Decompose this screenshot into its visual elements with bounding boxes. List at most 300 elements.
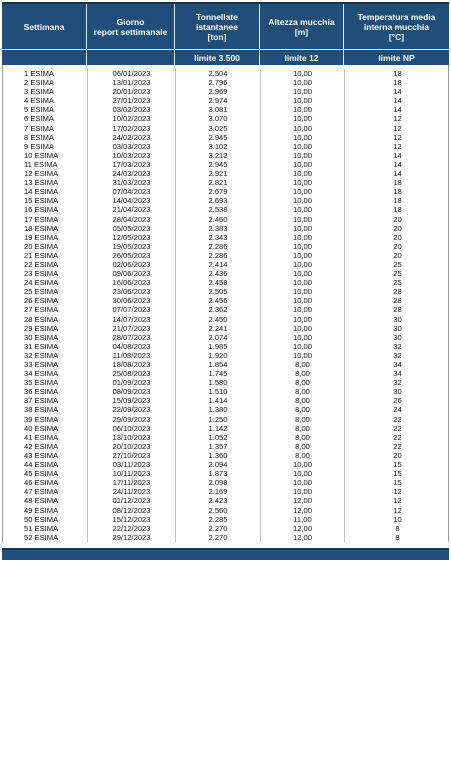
cell-temperature: 18 xyxy=(393,178,402,188)
cell-week: 37 ESIMA xyxy=(3,396,88,405)
cell-week: 18 ESIMA xyxy=(3,224,88,233)
cell-temperature: 20 xyxy=(393,214,402,224)
cell-height: 10,00 xyxy=(261,315,345,324)
cell-tons: 3.070 xyxy=(176,114,261,123)
cell-height: 8,00 xyxy=(261,396,345,405)
cell-week: 47 ESIMA xyxy=(3,487,88,496)
cell-day: 08/12/2023 xyxy=(88,506,176,515)
cell-week: 32 ESIMA xyxy=(3,351,88,360)
cell-temperature: 12 xyxy=(393,132,402,142)
cell-height: 10,00 xyxy=(261,333,345,342)
cell-week: 5 ESIMA xyxy=(3,105,88,114)
cell-day: 08/09/2023 xyxy=(88,387,176,396)
cell-tons: 1.250 xyxy=(176,415,261,424)
table-row xyxy=(3,506,448,515)
cell-height: 10,00 xyxy=(261,142,345,151)
cell-week: 2 ESIMA xyxy=(3,78,88,87)
cell-week: 14 ESIMA xyxy=(3,187,88,196)
cell-tons: 2.343 xyxy=(176,233,261,242)
cell-day: 01/12/2023 xyxy=(88,496,176,505)
cell-height: 10,00 xyxy=(261,478,345,487)
limit-height: limite 12 xyxy=(260,50,344,65)
cell-tons: 2.945 xyxy=(176,160,261,169)
cell-temperature: 26 xyxy=(393,396,402,406)
cell-height: 10,00 xyxy=(261,269,345,278)
cell-temperature: 34 xyxy=(393,360,402,369)
cell-height: 10,00 xyxy=(261,215,345,224)
table-body xyxy=(2,69,449,542)
cell-day: 12/05/2023 xyxy=(88,233,176,242)
cell-day: 24/11/2023 xyxy=(88,487,176,496)
cell-height: 10,00 xyxy=(261,287,345,296)
cell-tons: 2.450 xyxy=(176,315,261,324)
cell-day: 14/07/2023 xyxy=(88,315,176,324)
cell-height: 8,00 xyxy=(261,442,345,451)
cell-tons: 1.414 xyxy=(176,396,261,405)
cell-week: 28 ESIMA xyxy=(3,315,88,324)
cell-temperature: 32 xyxy=(393,350,402,360)
cell-day: 03/03/2023 xyxy=(88,142,176,151)
cell-week: 7 ESIMA xyxy=(3,124,88,133)
cell-week: 1 ESIMA xyxy=(3,69,88,78)
cell-week: 49 ESIMA xyxy=(3,506,88,515)
cell-day: 07/04/2023 xyxy=(88,187,176,196)
cell-day: 29/12/2023 xyxy=(88,533,176,542)
cell-day: 30/06/2023 xyxy=(88,296,176,305)
table-row xyxy=(3,124,448,133)
table-footer-bar xyxy=(2,548,449,560)
cell-day: 24/02/2023 xyxy=(88,133,176,142)
cell-week: 43 ESIMA xyxy=(3,451,88,460)
cell-tons: 1.142 xyxy=(176,424,261,433)
cell-height: 10,00 xyxy=(261,224,345,233)
cell-tons: 1.854 xyxy=(176,360,261,369)
limits-row xyxy=(2,49,449,65)
cell-week: 26 ESIMA xyxy=(3,296,88,305)
cell-temperature: 20 xyxy=(393,250,402,260)
cell-height: 10,00 xyxy=(261,151,345,160)
cell-temperature: 14 xyxy=(393,150,402,160)
cell-temperature: 14 xyxy=(393,87,402,97)
cell-day: 22/09/2023 xyxy=(88,405,176,414)
header-tons: Tonnellate istantanee [ton] xyxy=(175,4,260,49)
cell-day: 27/10/2023 xyxy=(88,451,176,460)
cell-height: 10,00 xyxy=(261,351,345,360)
cell-tons: 1.920 xyxy=(176,351,261,360)
cell-tons: 1.510 xyxy=(176,387,261,396)
cell-height: 10,00 xyxy=(261,469,345,478)
cell-height: 10,00 xyxy=(261,78,345,87)
cell-temperature: 25 xyxy=(393,278,402,288)
cell-tons: 2.945 xyxy=(176,133,261,142)
table-row xyxy=(3,342,448,351)
cell-week: 39 ESIMA xyxy=(3,415,88,424)
table-row xyxy=(3,324,448,333)
cell-day: 25/08/2023 xyxy=(88,369,176,378)
cell-height: 8,00 xyxy=(261,387,345,396)
cell-tons: 2.505 xyxy=(176,287,261,296)
cell-height: 10,00 xyxy=(261,278,345,287)
cell-tons: 2.098 xyxy=(176,478,261,487)
cell-temperature: 15 xyxy=(393,478,402,488)
cell-day: 22/12/2023 xyxy=(88,524,176,533)
table-row xyxy=(3,496,448,505)
table-row xyxy=(3,69,448,78)
cell-week: 30 ESIMA xyxy=(3,333,88,342)
cell-week: 34 ESIMA xyxy=(3,369,88,378)
cell-week: 44 ESIMA xyxy=(3,460,88,469)
cell-tons: 3.212 xyxy=(176,151,261,160)
cell-temperature: 12 xyxy=(393,487,402,497)
cell-temperature: 22 xyxy=(393,423,402,433)
cell-day: 07/07/2023 xyxy=(88,305,176,314)
cell-tons: 3.102 xyxy=(176,142,261,151)
table-row xyxy=(3,424,448,433)
cell-week: 19 ESIMA xyxy=(3,233,88,242)
cell-tons: 2.693 xyxy=(176,196,261,205)
cell-week: 41 ESIMA xyxy=(3,433,88,442)
cell-height: 10,00 xyxy=(261,124,345,133)
cell-temperature: 8 xyxy=(395,523,400,533)
cell-temperature: 28 xyxy=(393,287,402,297)
table-row xyxy=(3,169,448,178)
table-row xyxy=(3,196,448,205)
cell-week: 13 ESIMA xyxy=(3,178,88,187)
cell-tons: 2.286 xyxy=(176,242,261,251)
cell-height: 8,00 xyxy=(261,424,345,433)
cell-height: 10,00 xyxy=(261,487,345,496)
cell-week: 23 ESIMA xyxy=(3,269,88,278)
cell-tons: 3.025 xyxy=(176,124,261,133)
cell-day: 17/03/2023 xyxy=(88,160,176,169)
cell-tons: 2.969 xyxy=(176,87,261,96)
cell-week: 22 ESIMA xyxy=(3,260,88,269)
cell-height: 8,00 xyxy=(261,415,345,424)
cell-day: 06/01/2023 xyxy=(88,69,176,78)
cell-temperature: 18 xyxy=(393,78,402,88)
cell-temperature: 30 xyxy=(393,332,402,342)
cell-week: 10 ESIMA xyxy=(3,151,88,160)
cell-temperature: 25 xyxy=(393,259,402,269)
cell-tons: 2.423 xyxy=(176,496,261,505)
cell-week: 48 ESIMA xyxy=(3,496,88,505)
table-row xyxy=(3,296,448,305)
table-row xyxy=(3,114,448,123)
cell-tons: 1.985 xyxy=(176,342,261,351)
limit-tons: limite 3.500 xyxy=(175,50,260,65)
cell-day: 06/10/2023 xyxy=(88,424,176,433)
cell-height: 8,00 xyxy=(261,369,345,378)
cell-height: 8,00 xyxy=(261,433,345,442)
cell-tons: 2.094 xyxy=(176,460,261,469)
cell-day: 20/01/2023 xyxy=(88,87,176,96)
cell-tons: 2.456 xyxy=(176,296,261,305)
table-row xyxy=(3,351,448,360)
cell-day: 21/04/2023 xyxy=(88,205,176,214)
cell-tons: 2.538 xyxy=(176,205,261,214)
cell-week: 36 ESIMA xyxy=(3,387,88,396)
cell-temperature: 18 xyxy=(393,187,402,197)
cell-tons: 2.974 xyxy=(176,96,261,105)
cell-tons: 1.580 xyxy=(176,378,261,387)
cell-height: 10,00 xyxy=(261,105,345,114)
cell-week: 4 ESIMA xyxy=(3,96,88,105)
cell-day: 01/09/2023 xyxy=(88,378,176,387)
cell-height: 10,00 xyxy=(261,342,345,351)
table-row xyxy=(3,142,448,151)
cell-week: 21 ESIMA xyxy=(3,251,88,260)
cell-temperature: 15 xyxy=(393,469,402,479)
table-row xyxy=(3,205,448,214)
table-row xyxy=(3,187,448,196)
cell-temperature: 20 xyxy=(393,232,402,242)
cell-day: 27/01/2023 xyxy=(88,96,176,105)
cell-week: 46 ESIMA xyxy=(3,478,88,487)
cell-temperature: 32 xyxy=(393,378,402,388)
table-row xyxy=(3,487,448,496)
cell-height: 10,00 xyxy=(261,96,345,105)
cell-temperature: 24 xyxy=(393,405,402,415)
cell-height: 10,00 xyxy=(261,324,345,333)
cell-height: 10,00 xyxy=(261,169,345,178)
cell-tons: 3.081 xyxy=(176,105,261,114)
cell-tons: 1.873 xyxy=(176,469,261,478)
cell-height: 10,00 xyxy=(261,114,345,123)
report-table xyxy=(2,2,449,560)
cell-week: 35 ESIMA xyxy=(3,378,88,387)
cell-tons: 1.052 xyxy=(176,433,261,442)
cell-temperature: 8 xyxy=(395,532,400,542)
cell-day: 14/04/2023 xyxy=(88,196,176,205)
limit-temperature: limite NP xyxy=(378,52,415,63)
cell-height: 8,00 xyxy=(261,378,345,387)
cell-height: 12,00 xyxy=(261,524,345,533)
cell-day: 10/02/2023 xyxy=(88,114,176,123)
cell-height: 11,00 xyxy=(261,515,345,524)
cell-tons: 2.796 xyxy=(176,78,261,87)
cell-week: 12 ESIMA xyxy=(3,169,88,178)
table-row xyxy=(3,333,448,342)
cell-height: 12,00 xyxy=(261,533,345,542)
cell-tons: 2.460 xyxy=(176,215,261,224)
cell-day: 09/06/2023 xyxy=(88,269,176,278)
table-row xyxy=(3,224,448,233)
cell-day: 11/08/2023 xyxy=(88,351,176,360)
cell-temperature: 34 xyxy=(393,369,402,379)
cell-day: 31/03/2023 xyxy=(88,178,176,187)
cell-day: 15/12/2023 xyxy=(88,515,176,524)
cell-tons: 2.436 xyxy=(176,269,261,278)
limit-week xyxy=(2,50,87,65)
cell-temperature: 14 xyxy=(393,169,402,179)
table-row xyxy=(3,105,448,114)
table-row xyxy=(3,396,448,405)
cell-tons: 2.286 xyxy=(176,251,261,260)
cell-height: 10,00 xyxy=(261,196,345,205)
cell-week: 42 ESIMA xyxy=(3,442,88,451)
cell-tons: 1.745 xyxy=(176,369,261,378)
cell-week: 20 ESIMA xyxy=(3,242,88,251)
cell-height: 10,00 xyxy=(261,251,345,260)
cell-week: 45 ESIMA xyxy=(3,469,88,478)
cell-temperature: 20 xyxy=(393,223,402,233)
header-day: Giorno report settimanale xyxy=(87,4,175,49)
cell-temperature: 20 xyxy=(393,241,402,251)
cell-height: 8,00 xyxy=(261,360,345,369)
cell-temperature: 14 xyxy=(393,96,402,106)
cell-day: 10/11/2023 xyxy=(88,469,176,478)
cell-height: 10,00 xyxy=(261,69,345,78)
cell-temperature: 30 xyxy=(393,314,402,324)
cell-tons: 2.504 xyxy=(176,69,261,78)
cell-day: 10/03/2023 xyxy=(88,151,176,160)
table-row xyxy=(3,360,448,369)
cell-tons: 1.357 xyxy=(176,442,261,451)
cell-height: 8,00 xyxy=(261,405,345,414)
cell-week: 50 ESIMA xyxy=(3,515,88,524)
cell-temperature: 10 xyxy=(393,514,402,524)
table-row xyxy=(3,278,448,287)
table-row xyxy=(3,369,448,378)
cell-day: 24/03/2023 xyxy=(88,169,176,178)
cell-temperature: 22 xyxy=(393,414,402,424)
cell-week: 8 ESIMA xyxy=(3,133,88,142)
cell-week: 9 ESIMA xyxy=(3,142,88,151)
table-row xyxy=(3,215,448,224)
cell-temperature: 12 xyxy=(393,114,402,124)
table-row xyxy=(3,515,448,524)
cell-week: 24 ESIMA xyxy=(3,278,88,287)
cell-temperature: 12 xyxy=(393,496,402,506)
cell-temperature: 14 xyxy=(393,159,402,169)
cell-height: 10,00 xyxy=(261,178,345,187)
cell-week: 31 ESIMA xyxy=(3,342,88,351)
cell-day: 13/01/2023 xyxy=(88,78,176,87)
cell-height: 10,00 xyxy=(261,87,345,96)
cell-tons: 2.169 xyxy=(176,487,261,496)
cell-day: 17/11/2023 xyxy=(88,478,176,487)
cell-day: 21/07/2023 xyxy=(88,324,176,333)
cell-tons: 1.360 xyxy=(176,451,261,460)
cell-day: 26/05/2023 xyxy=(88,251,176,260)
cell-tons: 2.821 xyxy=(176,178,261,187)
cell-height: 10,00 xyxy=(261,187,345,196)
cell-week: 33 ESIMA xyxy=(3,360,88,369)
table-row xyxy=(3,269,448,278)
cell-week: 40 ESIMA xyxy=(3,424,88,433)
cell-week: 3 ESIMA xyxy=(3,87,88,96)
cell-temperature: 22 xyxy=(393,441,402,451)
cell-week: 27 ESIMA xyxy=(3,305,88,314)
table-row xyxy=(3,405,448,414)
table-row xyxy=(3,96,448,105)
table-row xyxy=(3,178,448,187)
table-row xyxy=(3,442,448,451)
cell-temperature: 22 xyxy=(393,432,402,442)
cell-temperature: 28 xyxy=(393,296,402,306)
table-row xyxy=(3,433,448,442)
cell-tons: 2.458 xyxy=(176,278,261,287)
cell-week: 25 ESIMA xyxy=(3,287,88,296)
cell-temperature: 12 xyxy=(393,141,402,151)
table-row xyxy=(3,415,448,424)
cell-temperature: 28 xyxy=(393,305,402,315)
cell-height: 12,00 xyxy=(261,506,345,515)
cell-height: 8,00 xyxy=(261,451,345,460)
cell-day: 28/04/2023 xyxy=(88,215,176,224)
cell-height: 10,00 xyxy=(261,296,345,305)
cell-height: 10,00 xyxy=(261,133,345,142)
cell-day: 13/10/2023 xyxy=(88,433,176,442)
cell-height: 10,00 xyxy=(261,242,345,251)
table-row xyxy=(3,87,448,96)
cell-tons: 2.383 xyxy=(176,224,261,233)
cell-tons: 2.241 xyxy=(176,324,261,333)
header-week: Settimana xyxy=(2,4,87,49)
cell-height: 10,00 xyxy=(261,205,345,214)
table-header xyxy=(2,2,449,49)
cell-height: 10,00 xyxy=(261,160,345,169)
table-row xyxy=(3,469,448,478)
cell-tons: 2.362 xyxy=(176,305,261,314)
cell-week: 16 ESIMA xyxy=(3,205,88,214)
cell-day: 19/05/2023 xyxy=(88,242,176,251)
cell-day: 18/08/2023 xyxy=(88,360,176,369)
table-row xyxy=(3,233,448,242)
header-height: Altezza mucchia [m] xyxy=(260,4,344,49)
limit-day xyxy=(87,50,175,65)
cell-temperature: 20 xyxy=(393,450,402,460)
cell-week: 51 ESIMA xyxy=(3,524,88,533)
cell-height: 10,00 xyxy=(261,460,345,469)
cell-temperature: 30 xyxy=(393,323,402,333)
cell-day: 17/02/2023 xyxy=(88,124,176,133)
table-row xyxy=(3,151,448,160)
cell-height: 12,00 xyxy=(261,496,345,505)
cell-day: 03/11/2023 xyxy=(88,460,176,469)
table-row xyxy=(3,478,448,487)
cell-day: 03/02/2023 xyxy=(88,105,176,114)
cell-day: 15/09/2023 xyxy=(88,396,176,405)
table-row xyxy=(3,133,448,142)
cell-temperature: 18 xyxy=(393,205,402,215)
cell-temperature: 12 xyxy=(393,123,402,133)
table-row xyxy=(3,451,448,460)
cell-temperature: 30 xyxy=(393,387,402,397)
table-row xyxy=(3,78,448,87)
cell-temperature: 12 xyxy=(393,505,402,515)
table-row xyxy=(3,533,448,542)
table-row xyxy=(3,460,448,469)
cell-day: 05/05/2023 xyxy=(88,224,176,233)
cell-day: 02/06/2023 xyxy=(88,260,176,269)
cell-day: 16/06/2023 xyxy=(88,278,176,287)
cell-week: 15 ESIMA xyxy=(3,196,88,205)
cell-temperature: 25 xyxy=(393,269,402,279)
cell-day: 29/09/2023 xyxy=(88,415,176,424)
cell-tons: 2.285 xyxy=(176,515,261,524)
cell-day: 28/07/2023 xyxy=(88,333,176,342)
cell-temperature: 18 xyxy=(393,196,402,206)
cell-tons: 2.679 xyxy=(176,187,261,196)
cell-tons: 2.921 xyxy=(176,169,261,178)
header-temperature: Temperatura media interna mucchia [°C] xyxy=(357,11,436,42)
cell-temperature: 15 xyxy=(393,460,402,470)
cell-day: 20/10/2023 xyxy=(88,442,176,451)
cell-tons: 1.380 xyxy=(176,405,261,414)
cell-tons: 2.270 xyxy=(176,524,261,533)
cell-tons: 2.560 xyxy=(176,506,261,515)
